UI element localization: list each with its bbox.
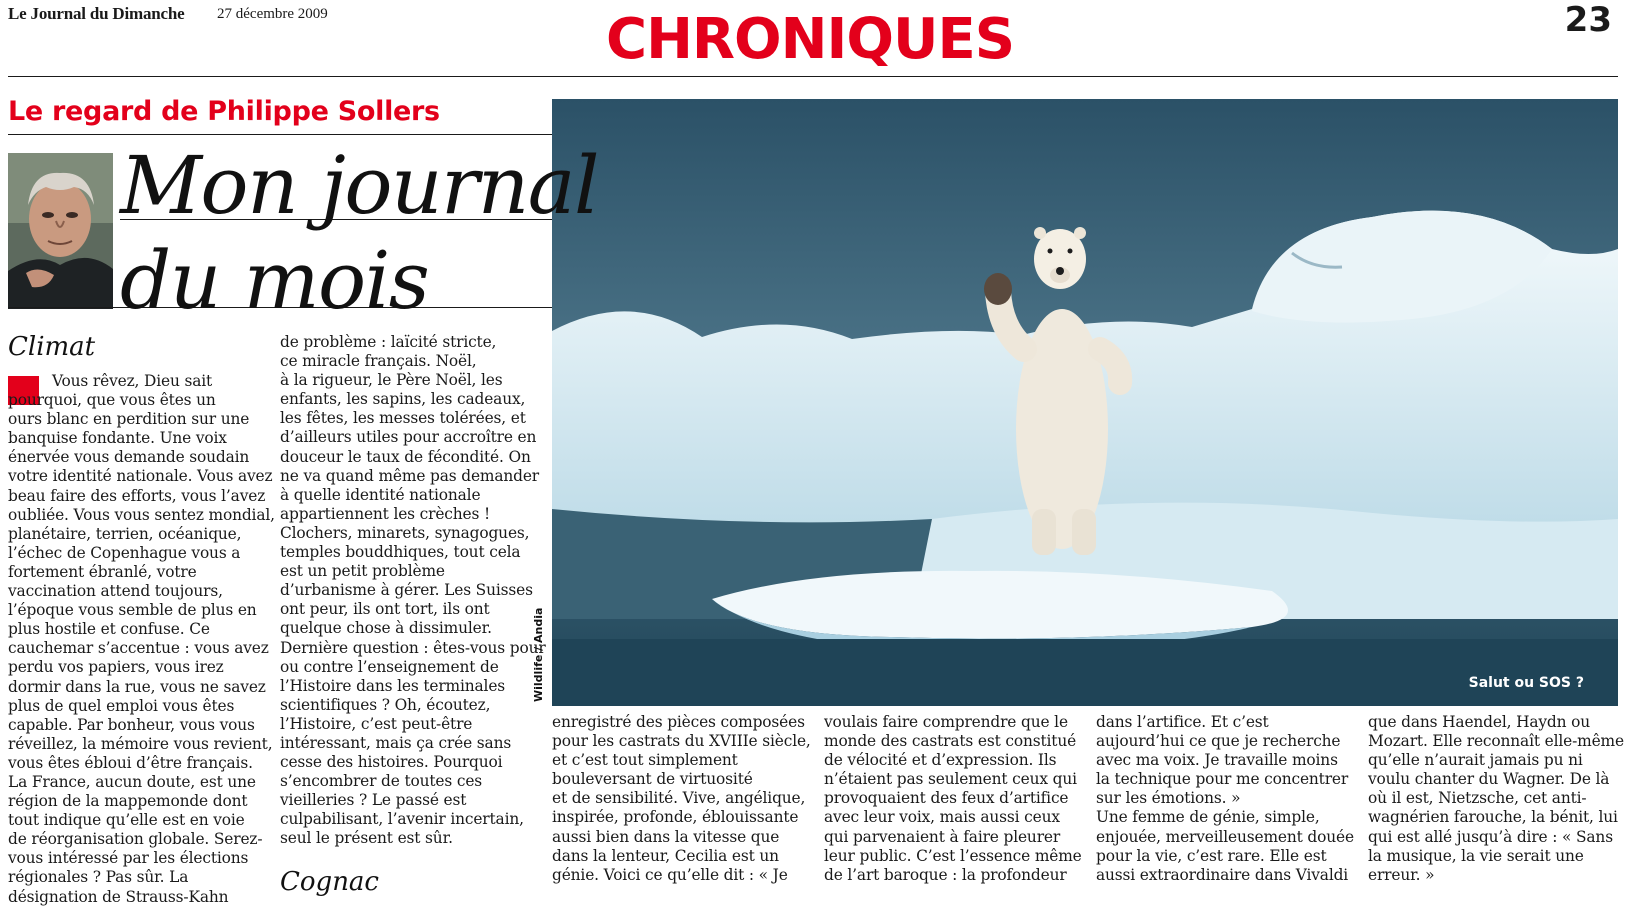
subhead-cognac: Cognac	[280, 867, 379, 897]
body-column-4: voulais faire comprendre que le monde des castrats est constitué de vélocité et d’expression. Ils n’étaient pas seulement ceux qui provoquaient des feux d’artifice avec leur voix, mais aussi ceux qui parvenaient à faire pleurer leur public. C’est l’essence même de l’art baroque : la profondeur	[824, 713, 1082, 884]
photo-caption: Salut ou SOS ?	[1468, 675, 1584, 691]
author-portrait-image	[8, 153, 113, 309]
page-number: 23	[1564, 0, 1612, 40]
issue-date: 27 décembre 2009	[217, 6, 328, 22]
subhead-climat: Climat	[8, 332, 96, 362]
masthead-rule	[8, 76, 1618, 77]
body-column-2: de problème : laïcité stricte, ce miracle français. Noël, à la rigueur, le Père Noël, les enfants, les sapins, les cadeaux, les fêtes, les messes tolérées, et d’ailleurs utiles pour accroître en douceur le taux de fécondité. On ne va quand même pas demander à quelle identité nationale appartiennent les crèches ! Clochers, minarets, synagogues, temples bouddhiques, tout cela est un petit problème d’urbanisme à gérer. Les Suisses ont peur, ils ont tort, ils ont quelque chose à dissimuler. Dernière question : êtes-vous pour ou contre l’enseignement de l’Histoire dans les terminales scientifiques ? Oh, écoutez, l’Histoire, c’est peut-être intéressant, mais ça crée sans cesse des histoires. Pourquoi s’encombrer de toutes ces vieilleries ? Le passé est culpabilisant, l’avenir incertain, seul le présent est sûr.	[280, 333, 546, 848]
photo-credit: Wildlife / Andia	[532, 607, 545, 702]
body-column-1: Vous rêvez, Dieu sait pourquoi, que vous êtes un ours blanc en perdition sur une banquise fondante. Une voix énervée vous demande soudain votre identité nationale. Vous avez beau faire des efforts, vous l’avez oubliée. Vous vous sentez mondial, planétaire, terrien, océanique, l’échec de Copenhague vous a fortement ébranlé, votre vaccination attend toujours, l’époque vous semble de plus en plus hostile et confuse. Ce cauchemar s’accentue : vous avez perdu vos papiers, vous irez dormir dans la rue, vous ne savez plus de quel emploi vous êtes capable. Par bonheur, vous vous réveillez, la mémoire vous revient, vous êtes ébloui d’être français. La France, aucun doute, est une région de la mappemonde dont tout indique qu’elle est en voie de réorganisation globale. Serez- vous intéressé par les élections régionales ? Pas sûr. La désignation de Strauss-Kahn	[8, 372, 275, 906]
polar-bear-photo	[552, 99, 1618, 706]
author-portrait	[8, 153, 113, 309]
body-column-3: enregistré des pièces composées pour les castrats du XVIIIe siècle, et c’est tout simplement bouleversant de virtuosité et de sensibilité. Vive, angélique, inspirée, profonde, éblouissante aussi bien dans la vitesse que dans la lenteur, Cecilia est un génie. Voici ce qu’elle dit : « Je	[552, 713, 811, 884]
body-column-5: dans l’artifice. Et c’est aujourd’hui ce que je recherche avec ma voix. Je travaille moins la technique pour me concentrer sur les émotions. » Une femme de génie, simple, enjouée, merveilleusement douée pour la vie, c’est rare. Elle est aussi extraordinaire dans Vivaldi	[1096, 713, 1354, 884]
headline-line-2: du mois	[120, 234, 429, 327]
byline-rule	[8, 134, 552, 135]
body-column-6: que dans Haendel, Haydn ou Mozart. Elle reconnaît elle-même qu’elle n’aurait jamais pu ni voulu chanter du Wagner. De là où il est, Nietzsche, cet anti- wagnérien farouche, la bénit, lui qui est allé jusqu’à dire : « Sans la musique, la vie serait une erreur. »	[1368, 713, 1624, 884]
headline-line-1: Mon journal	[120, 139, 599, 232]
newspaper-name: Le Journal du Dimanche	[8, 4, 185, 23]
section-title: CHRONIQUES	[605, 7, 1015, 72]
column-byline: Le regard de Philippe Sollers	[8, 96, 440, 127]
article-headline	[120, 138, 598, 328]
polar-bear-photo-image	[552, 99, 1618, 706]
